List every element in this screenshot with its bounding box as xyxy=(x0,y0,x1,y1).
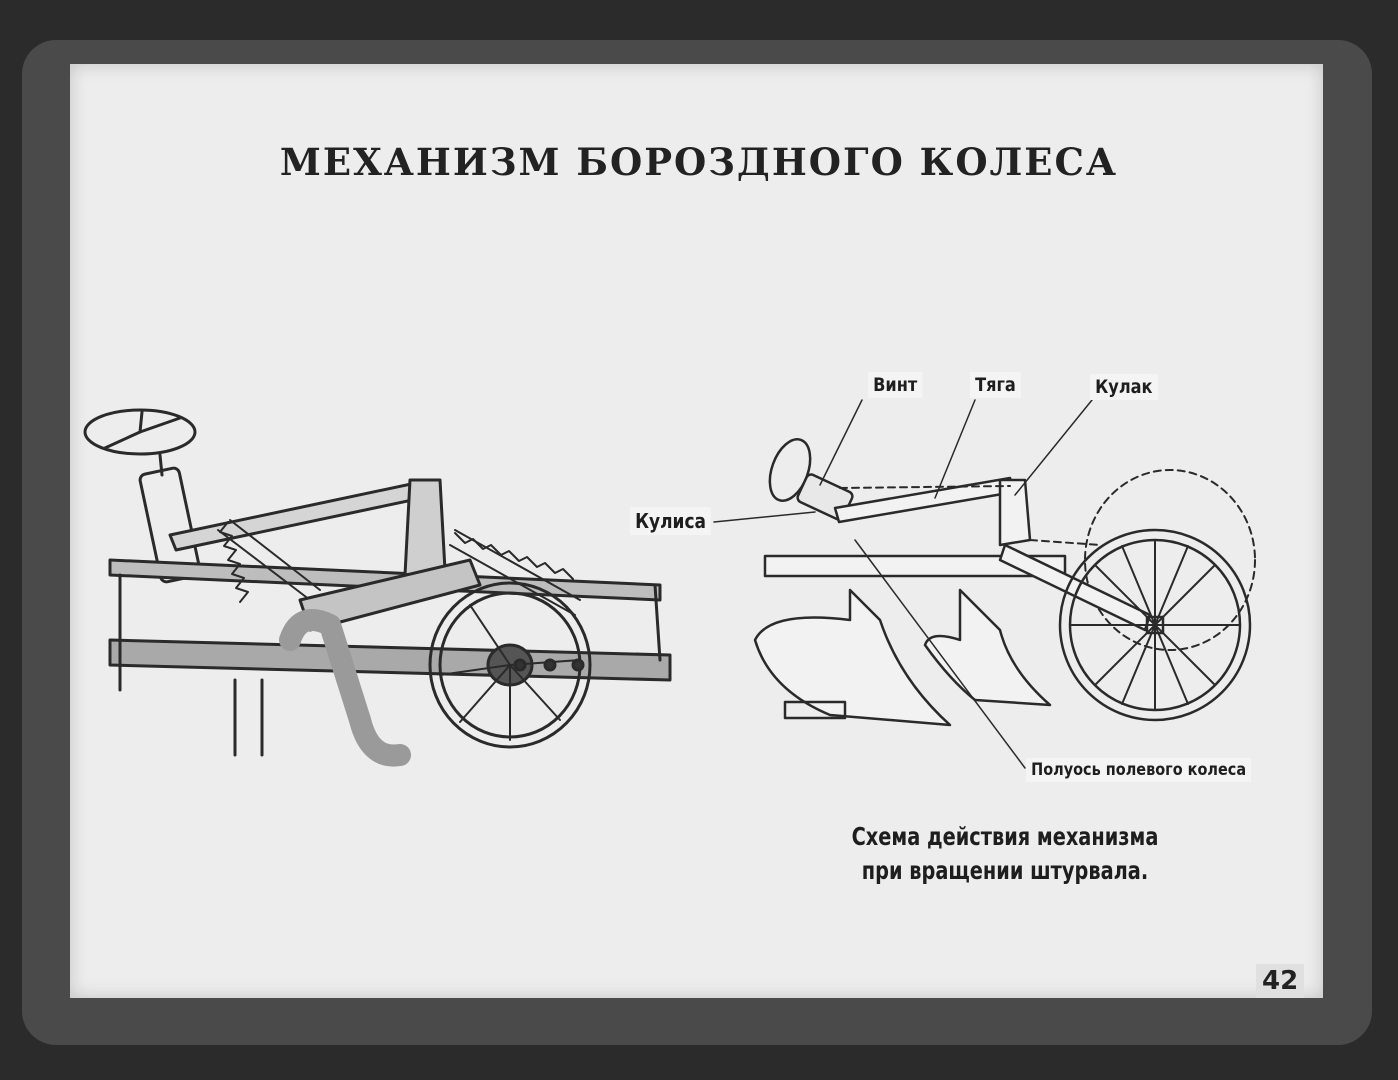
page-title: МЕХАНИЗМ БОРОЗДНОГО КОЛЕСА xyxy=(279,140,1119,184)
label-vint: Винт xyxy=(868,372,922,398)
label-kulak: Кулак xyxy=(1090,374,1158,400)
tyaga-part xyxy=(835,478,1014,522)
label-poluos: Полуось полевого колеса xyxy=(1026,758,1251,782)
caption-line-2: при вращении штурвала. xyxy=(861,856,1149,885)
page-number: 42 xyxy=(1256,964,1304,998)
kulak-part xyxy=(1000,480,1030,545)
label-tyaga: Тяга xyxy=(970,372,1021,398)
plough-body-rear xyxy=(925,590,1050,705)
caption-line-1: Схема действия механизма xyxy=(851,822,1159,851)
label-kulisa: Кулиса xyxy=(630,507,711,535)
